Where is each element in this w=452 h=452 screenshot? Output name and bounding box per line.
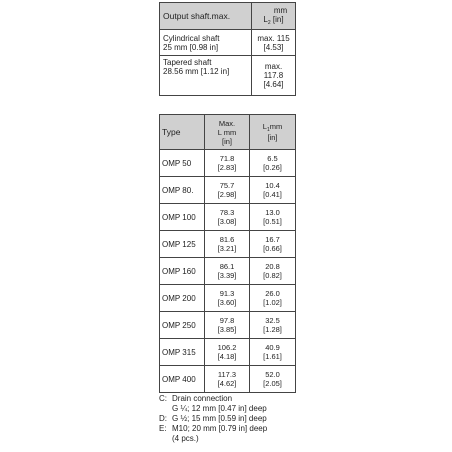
type-cell: OMP 50 (160, 150, 205, 177)
value-in: [4.53] (263, 42, 284, 52)
type-cell: OMP 100 (160, 204, 205, 231)
l-cell (205, 258, 250, 285)
l1-in: [0.82] (263, 271, 282, 280)
note-key: D: (159, 414, 167, 423)
l-header-line2: L mm (217, 127, 237, 137)
note-text: G ½; 15 mm [0.59 in] deep (172, 414, 267, 423)
table-row (160, 150, 296, 177)
l1-in: [in] (267, 133, 278, 142)
l1-mm: 26.0 (265, 289, 280, 298)
l-cell (205, 204, 250, 231)
l1-cell (250, 366, 296, 393)
l-cell (205, 312, 250, 339)
note-text: Drain connection (172, 394, 233, 403)
unit-symbol: L (263, 15, 268, 24)
type-cell: OMP 200 (160, 285, 205, 312)
l-mm: 86.1 (219, 262, 235, 271)
l-header-line1: Max. (218, 118, 236, 128)
l1-cell (250, 285, 296, 312)
unit-top: mm (273, 6, 288, 15)
unit-bottom: [in] (272, 15, 284, 24)
l-in: [4.62] (217, 379, 237, 388)
type-header: Type (160, 115, 205, 150)
output-shaft-table (159, 2, 296, 96)
shaft-value (252, 30, 296, 56)
table-row (160, 30, 296, 56)
type-dimension-table (159, 114, 296, 393)
l1-mm: 10.4 (265, 181, 280, 190)
value-mm: max. 115 (257, 33, 290, 43)
l1-symbol: L (262, 122, 267, 131)
note-e (159, 424, 359, 434)
l1-in: [0.41] (263, 190, 282, 199)
table-row (160, 339, 296, 366)
type-cell: OMP 160 (160, 258, 205, 285)
table-row (160, 312, 296, 339)
value-mm: 117.8 (263, 71, 284, 80)
l1-mm: 32.5 (265, 316, 280, 325)
note-text: M10; 20 mm [0.79 in] deep (172, 424, 268, 433)
l1-in: [0.51] (263, 217, 282, 226)
l1-in: [1.02] (263, 298, 282, 307)
l1-cell (250, 231, 296, 258)
output-shaft-header-row (160, 3, 296, 30)
l-in: [2.98] (217, 190, 237, 199)
l-cell (205, 231, 250, 258)
l-header (205, 115, 250, 150)
l-cell (205, 285, 250, 312)
table-row (160, 231, 296, 258)
unit-subscript: 2 (267, 20, 271, 26)
l-mm: 81.6 (219, 235, 235, 244)
value-prefix: max. (264, 62, 283, 71)
l-mm: 97.8 (219, 316, 235, 325)
l1-cell (250, 204, 296, 231)
l-mm: 78.3 (219, 208, 235, 217)
l-cell (205, 150, 250, 177)
l-cell (205, 366, 250, 393)
l-in: [2.83] (217, 163, 237, 172)
shaft-size: 25 mm [0.98 in] (163, 42, 219, 52)
table-row (160, 258, 296, 285)
output-shaft-header-unit (252, 3, 296, 30)
l1-header (250, 115, 296, 150)
l1-mm: 13.0 (265, 208, 280, 217)
output-shaft-header-label: Output shaft.max. (160, 3, 252, 30)
value-in: [4.64] (263, 80, 284, 89)
l1-in: [0.26] (263, 163, 282, 172)
table-row (160, 56, 296, 96)
l1-subscript: 1 (266, 127, 270, 133)
note-c (159, 394, 359, 404)
l-in: [4.18] (217, 352, 237, 361)
connection-notes (159, 394, 359, 444)
l1-cell (250, 177, 296, 204)
type-rows (160, 150, 296, 393)
l1-mm: 6.5 (267, 154, 278, 163)
type-cell: OMP 125 (160, 231, 205, 258)
l-mm: 91.3 (219, 289, 235, 298)
l-header-line3: [in] (221, 136, 232, 146)
table-row (160, 366, 296, 393)
type-cell: OMP 250 (160, 312, 205, 339)
shaft-name: Tapered shaft (163, 58, 212, 67)
note-e-extra: (4 pcs.) (172, 434, 199, 443)
l1-mm: 16.7 (265, 235, 280, 244)
l1-cell (250, 258, 296, 285)
l-mm: 117.3 (217, 370, 237, 379)
l-in: [3.60] (217, 298, 237, 307)
table-row (160, 204, 296, 231)
l1-cell (250, 339, 296, 366)
l-in: [3.39] (217, 271, 237, 280)
l-cell (205, 339, 250, 366)
shaft-value (252, 56, 296, 96)
l-mm: 106.2 (217, 343, 237, 352)
table-row (160, 177, 296, 204)
l1-mm: 20.8 (265, 262, 280, 271)
type-header-row (160, 115, 296, 150)
l1-in: [0.66] (263, 244, 282, 253)
l-cell (205, 177, 250, 204)
shaft-label (160, 30, 252, 56)
l-in: [3.21] (217, 244, 237, 253)
shaft-size: 28.56 mm [1.12 in] (163, 67, 230, 76)
shaft-label (160, 56, 252, 96)
note-key: C: (159, 394, 167, 403)
l1-cell (250, 312, 296, 339)
l1-mm: 40.9 (265, 343, 280, 352)
l1-mm: 52.0 (265, 370, 280, 379)
shaft-name: Cylindrical shaft (163, 33, 220, 43)
l-mm: 71.8 (219, 154, 235, 163)
l1-unit: mm (269, 122, 283, 131)
note-d (159, 414, 359, 424)
l-in: [3.08] (217, 217, 237, 226)
l1-in: [1.61] (263, 352, 282, 361)
type-cell: OMP 315 (160, 339, 205, 366)
l1-cell (250, 150, 296, 177)
l1-in: [1.28] (263, 325, 282, 334)
l1-in: [2.05] (263, 379, 282, 388)
table-row (160, 285, 296, 312)
note-key: E: (159, 424, 167, 433)
l-mm: 75.7 (219, 181, 235, 190)
type-cell: OMP 400 (160, 366, 205, 393)
note-c-detail: G ¼; 12 mm [0.47 in] deep (172, 404, 267, 413)
l-in: [3.85] (217, 325, 237, 334)
type-cell: OMP 80. (160, 177, 205, 204)
